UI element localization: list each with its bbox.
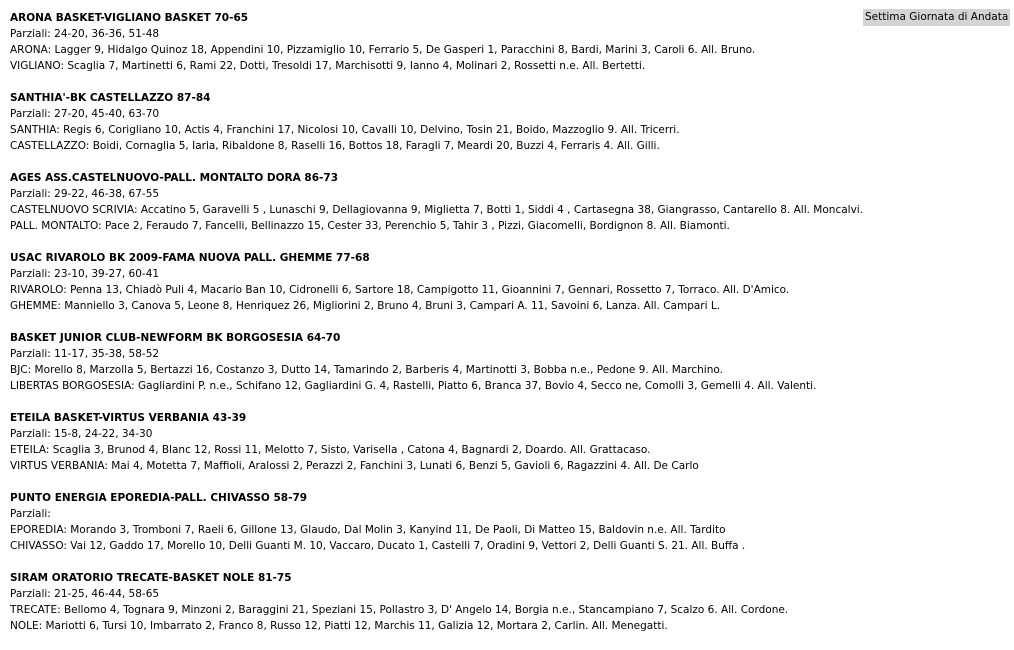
game-title: ETEILA BASKET-VIRTUS VERBANIA 43-39 xyxy=(10,412,247,424)
away-roster: CASTELLAZZO: Boidi, Cornaglia 5, Iaria, Ribaldone 8, Raselli 16, Bottos 18, Faragli 7, Meardi 20, Buzzi 4, Ferraris 4. All. Gilli. xyxy=(10,140,660,152)
round-label: Settima Giornata di Andata xyxy=(863,9,1010,26)
game-partials: Parziali: 24-20, 36-36, 51-48 xyxy=(10,28,160,40)
game-partials: Parziali: xyxy=(10,508,51,520)
away-roster: LIBERTAS BORGOSESIA: Gagliardini P. n.e., Schifano 12, Gagliardini G. 4, Rastelli, Piatto 6, Branca 37, Bovio 4, Secco ne, Comolli 3, Gemelli 4. All. Valenti. xyxy=(10,380,817,392)
home-roster: ARONA: Lagger 9, Hidalgo Quinoz 18, Appendini 10, Pizzamiglio 10, Ferrario 5, De Gasperi 1, Paracchini 8, Bardi, Marini 3, Caroli 6. All. Bruno. xyxy=(10,44,756,56)
game-title: SIRAM ORATORIO TRECATE-BASKET NOLE 81-75 xyxy=(10,572,292,584)
home-roster: RIVAROLO: Penna 13, Chiadò Puli 4, Macario Ban 10, Cidronelli 6, Sartore 18, Campigotto 11, Gioannini 7, Gennari, Rossetto 7, Torraco. All. D'Amico. xyxy=(10,284,790,296)
away-roster: PALL. MONTALTO: Pace 2, Feraudo 7, Fancelli, Bellinazzo 15, Cester 33, Perenchio 5, Tahir 3 , Pizzi, Giacomelli, Bordignon 8. All. Biamonti. xyxy=(10,220,730,232)
game-block xyxy=(10,250,1000,314)
game-partials: Parziali: 15-8, 24-22, 34-30 xyxy=(10,428,153,440)
home-roster: CASTELNUOVO SCRIVIA: Accatino 5, Garavelli 5 , Lunaschi 9, Dellagiovanna 9, Miglietta 7, Botti 1, Siddi 4 , Cartasegna 38, Giangrasso, Cantarello 8. All. Moncalvi. xyxy=(10,204,864,216)
home-roster: TRECATE: Bellomo 4, Tognara 9, Minzoni 2, Baraggini 21, Speziani 15, Pollastro 3, D' Angelo 14, Borgia n.e., Stancampiano 7, Scalzo 6. All. Cordone. xyxy=(10,604,789,616)
home-roster: ETEILA: Scaglia 3, Brunod 4, Blanc 12, Rossi 11, Melotto 7, Sisto, Varisella , Catona 4, Bagnardi 2, Doardo. All. Grattacaso. xyxy=(10,444,651,456)
game-title: SANTHIA'-BK CASTELLAZZO 87-84 xyxy=(10,92,211,104)
away-roster: VIRTUS VERBANIA: Mai 4, Motetta 7, Maffioli, Aralossi 2, Perazzi 2, Fanchini 3, Lunati 6, Benzi 5, Gavioli 6, Ragazzini 4. All. De Carlo xyxy=(10,460,699,472)
away-roster: GHEMME: Manniello 3, Canova 5, Leone 8, Henriquez 26, Migliorini 2, Bruno 4, Bruni 3, Campari A. 11, Savoini 6, Lanza. All. Campari L. xyxy=(10,300,721,312)
game-block xyxy=(10,90,1000,154)
game-partials: Parziali: 29-22, 46-38, 67-55 xyxy=(10,188,160,200)
home-roster: EPOREDIA: Morando 3, Tromboni 7, Raeli 6, Gillone 13, Glaudo, Dal Molin 3, Kanyind 11, De Paoli, Di Matteo 15, Baldovin n.e. All. Tardito xyxy=(10,524,726,536)
home-roster: BJC: Morello 8, Marzolla 5, Bertazzi 16, Costanzo 3, Dutto 14, Tamarindo 2, Barberis 4, Martinotti 3, Bobba n.e., Pedone 9. All. Marchino. xyxy=(10,364,723,376)
game-block xyxy=(10,410,1000,474)
game-partials: Parziali: 23-10, 39-27, 60-41 xyxy=(10,268,160,280)
game-block xyxy=(10,570,1000,634)
results-list xyxy=(10,10,1000,650)
game-partials: Parziali: 21-25, 46-44, 58-65 xyxy=(10,588,160,600)
game-title: ARONA BASKET-VIGLIANO BASKET 70-65 xyxy=(10,12,249,24)
away-roster: CHIVASSO: Vai 12, Gaddo 17, Morello 10, Delli Guanti M. 10, Vaccaro, Ducato 1, Castelli 7, Oradini 9, Vettori 2, Delli Guanti S. 21. All. Buffa . xyxy=(10,540,746,552)
game-block xyxy=(10,10,1000,74)
game-block xyxy=(10,170,1000,234)
away-roster: VIGLIANO: Scaglia 7, Martinetti 6, Rami 22, Dotti, Tresoldi 17, Marchisotti 9, Ianno 4, Molinari 2, Rossetti n.e. All. Bertetti. xyxy=(10,60,646,72)
game-block xyxy=(10,330,1000,394)
game-title: USAC RIVAROLO BK 2009-FAMA NUOVA PALL. GHEMME 77-68 xyxy=(10,252,370,264)
game-partials: Parziali: 27-20, 45-40, 63-70 xyxy=(10,108,160,120)
game-title: AGES ASS.CASTELNUOVO-PALL. MONTALTO DORA 86-73 xyxy=(10,172,339,184)
game-block xyxy=(10,490,1000,554)
away-roster: NOLE: Mariotti 6, Tursi 10, Imbarrato 2, Franco 8, Russo 12, Piatti 12, Marchis 11, Galizia 12, Mortara 2, Carlin. All. Menegatti. xyxy=(10,620,668,632)
game-title: PUNTO ENERGIA EPOREDIA-PALL. CHIVASSO 58-79 xyxy=(10,492,308,504)
home-roster: SANTHIA: Regis 6, Corigliano 10, Actis 4, Franchini 17, Nicolosi 10, Cavalli 10, Delvino, Tosin 21, Boido, Mazzoglio 9. All. Tricerri. xyxy=(10,124,680,136)
game-partials: Parziali: 11-17, 35-38, 58-52 xyxy=(10,348,160,360)
game-title: BASKET JUNIOR CLUB-NEWFORM BK BORGOSESIA 64-70 xyxy=(10,332,341,344)
